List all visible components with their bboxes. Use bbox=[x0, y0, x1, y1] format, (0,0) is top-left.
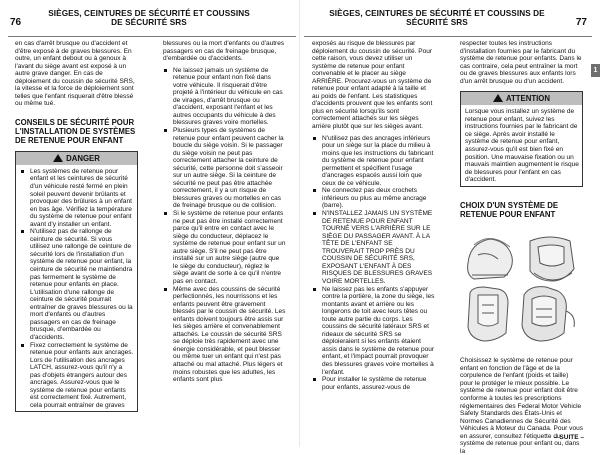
right-col1-bullet: N'utilisez pas des ancrages inférieurs pour un siège sur la place du milieu à moins que les instructions du fabricant du système de retenue pour enfant permettent et spécifient l'usage d'ancrages espacés aussi loin que ceux de ce véhicule. bbox=[312, 135, 435, 188]
right-col1-bullet: Ne connectez pas deux crochets inférieurs ou plus au même ancrage (barre). bbox=[312, 187, 435, 210]
danger-bullet: Les systèmes de retenue pour enfant et les ceintures de sécurité d'un véhicule resté fermé en plein soleil peuvent devenir brûlants et provoquer des brûlures à un enfant en bas âge. Vérifiez la température du système de retenue pour enfant avant d'y installer un enfant. bbox=[20, 168, 134, 228]
attention-header bbox=[461, 92, 582, 105]
right-col2-outro: Choisissez le système de retenue pour enfant en fonction de l'âge et de la corpulence de l'enfant (poids et taille) pour le protéger le mieux possible. Le système de retenue pour enfant doit être conforme à toutes les prescriptions réglementaires des Federal Motor Vehicle Safety Standards des États-Unis et Normes Canadiennes de Sécurité des Véhicules à Moteur du Canada. Pour vous en assurer, consultez l'étiquette du système de retenue pour enfant ou, dans la bbox=[460, 357, 584, 455]
danger-bullet: N'utilisez pas de rallonge de ceinture de sécurité. Si vous utilisez une rallonge de ceinture de sécurité lors de l'installation d'un système de retenue pour enfant, la ceinture de sécurité ne maintiendra pas fermement le système de retenue pour enfants en place. L'utilisation d'une rallonge de ceinture de sécurité pourrait entraîner de graves blessures ou la mort d'enfants ou d'autres passagers en cas de freinage brusque, d'embardée ou d'accidents. bbox=[20, 228, 134, 341]
warning-triangle-icon bbox=[53, 154, 63, 162]
left-col2-bullet: Plusieurs types de systèmes de retenue pour enfant peuvent cacher la boucle du siège voisin. Si le passager du siège voisin ne peut pas correctement attacher la ceinture de sécurité, cette personne doit s'asseoir sur un autre siège. Si la ceinture de sécurité ne peut pas être attachée correctement, il y a un risque de blessures graves ou mortelles en cas de freinage brusque ou de collision. bbox=[163, 127, 286, 210]
right-header-rule bbox=[304, 36, 592, 37]
attention-body bbox=[461, 105, 582, 185]
left-header-title: SIÈGES, CEINTURES DE SÉCURITÉ ET COUSSINS DE SÉCURITÉ SRS bbox=[48, 9, 250, 27]
warning-triangle-icon bbox=[493, 94, 503, 102]
section-tab: 1 bbox=[591, 64, 600, 77]
left-section-title: CONSEILS DE SÉCURITÉ POUR L'INSTALLATION DE SYSTÈMES DE RETENUE POUR ENFANT bbox=[15, 117, 136, 145]
left-col1-intro: en cas d'arrêt brusque ou d'accident et d'être exposé à de graves blessures. En outre, un enfant debout ou à genoux à l'avant du siège avant est exposé à un autre grave danger. En cas de déploiement du coussin de sécurité SRS, la vitesse et la force de déploiement sont telles que l'enfant risquerait d'être blessé ou même tué. bbox=[15, 40, 135, 108]
danger-body bbox=[16, 165, 137, 412]
right-column-1 bbox=[312, 40, 435, 391]
danger-box bbox=[15, 151, 138, 413]
danger-label: DANGER bbox=[66, 153, 100, 163]
attention-text: Lorsque vous installez un système de retenue pour enfant, suivez les instructions fournies par le fabricant de ce siège. Après avoir installé le système de retenue pour enfant, assurez-vous qu'il est bien fixé en position. Une mauvaise fixation ou un mauvais maintien augmentent le risque de blessures pour l'enfant en cas d'accident. bbox=[465, 108, 579, 184]
right-col2-intro: respecter toutes les instructions d'installation fournies par le fabricant du système de retenue pour enfants. Dans le cas contraire, cela peut entraîner la mort ou de graves blessures aux enfants lors d'un arrêt brusque ou d'un accident. bbox=[460, 40, 582, 85]
right-section-title: CHOIX D'UN SYSTÈME DE RETENUE POUR ENFANT bbox=[460, 200, 559, 219]
right-col1-bullet: Ne laissez pas les enfants s'appuyer contre la portière, la zone du siège, les montants avant et arrière ou les longerons de toit avec leurs têtes ou toute autre partie du corps. Les coussins de sécurité latéraux SRS et rideaux de sécurité SRS se déploieraient si les enfants étaient assis dans le système de retenue pour enfant, et l'impact pourrait provoquer des blessures graves voire mortelles à l'enfant. bbox=[312, 286, 435, 377]
left-col2-bullet: Même avec des coussins de sécurité perfectionnés, les nourrissons et les enfants peuvent être gravement blessés par le coussin de sécurité. Les enfants doivent toujours être assis sur les sièges arrière et convenablement attachés. Le coussin de sécurité SRS se déploie très rapidement avec une énergie considérable, et peut blesser ou même tuer un enfant qui n'est pas attaché ou mal attaché. Plus légers et moins robustes que les adultes, les enfants sont plus bbox=[163, 286, 286, 384]
left-col2-bullet: Si le système de retenue pour enfants ne peut pas être installé correctement parce qu'il entre en contact avec le siège du conducteur, déplacez le système de retenue pour enfant sur un autre siège. S'il ne peut pas être installé sur un autre siège (autre que le siège du conducteur), réglez le siège avant de sorte à ce qu'il n'entre pas en contact. bbox=[163, 210, 286, 285]
right-page-number: 77 bbox=[575, 17, 587, 28]
danger-header bbox=[16, 152, 137, 165]
left-header-rule bbox=[8, 36, 296, 37]
child-seats-illustration bbox=[460, 229, 583, 347]
attention-box bbox=[460, 91, 583, 186]
danger-bullet: Fixez correctement le système de retenue pour enfants aux ancrages. Lors de l'utilisation des ancrages LATCH, assurez-vous qu'il n'y a pas d'objets étrangers autour des ancrages. Assurez-vous que le système de retenue pour enfants est correctement fixé. Autrement, cela pourrait entraîner de graves bbox=[20, 342, 134, 410]
right-col1-bullet: N'INSTALLEZ JAMAIS UN SYSTÈME DE RETENUE POUR ENFANT TOURNÉ VERS L'ARRIÈRE SUR LE SIÈGE DU PASSAGER AVANT. À LA TÊTE DE L'ENFANT SE TROUVERAIT TROP PRÈS DU COUSSIN DE SÉCURITÉ SRS, EXPOSANT L'ENFANT À DES RISQUES DE BLESSURES GRAVES VOIRE MORTELLES. bbox=[312, 210, 435, 285]
right-header-title: SIÈGES, CEINTURES DE SÉCURITÉ ET COUSSINS DE SÉCURITÉ SRS bbox=[329, 9, 545, 27]
attention-label: ATTENTION bbox=[505, 94, 551, 104]
left-page bbox=[0, 0, 300, 447]
right-page bbox=[300, 0, 600, 455]
left-column-1 bbox=[15, 40, 138, 412]
left-column-2 bbox=[163, 40, 286, 384]
right-column-2 bbox=[460, 40, 583, 455]
right-header bbox=[308, 3, 593, 35]
left-page-number: 76 bbox=[10, 17, 22, 28]
left-header bbox=[8, 3, 293, 35]
left-col2-intro: blessures ou la mort d'enfants ou d'autres passagers en cas de freinage brusque, d'embardée ou d'accidents. bbox=[163, 40, 285, 63]
right-col1-bullet: Pour installer le système de retenue pour enfants, assurez-vous de bbox=[312, 376, 435, 391]
left-col2-bullet: Ne laissez jamais un système de retenue pour enfant non fixé dans votre véhicule. Il risquerait d'être projeté à l'intérieur du véhicule en cas de virages, d'arrêt brusque ou d'accident, exposant l'enfant et les autres occupants du véhicule à des blessures graves voire mortelles. bbox=[163, 67, 286, 127]
right-col1-intro: exposés au risque de blessures par déploiement du coussin de sécurité. Pour cette raison, vous devez utiliser un système de retenue pour enfant convenable et le placer au siège ARRIÈRE. Procurez-vous un système de retenue pour enfant adapté à la taille et au poids de l'enfant. Les statistiques d'accidents prouvent que les enfants sont plus en sécurité lorsqu'ils sont correctement attachés sur les sièges arrière plutôt que sur les sièges avant. bbox=[312, 40, 433, 131]
continued-label: – SUITE – bbox=[554, 434, 584, 441]
